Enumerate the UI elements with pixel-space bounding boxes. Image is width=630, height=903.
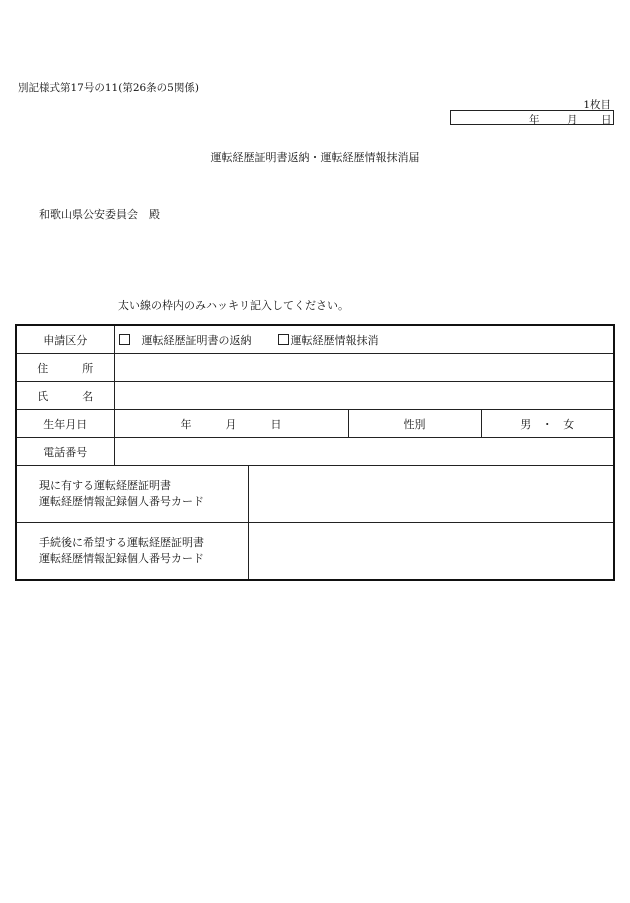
- request-type-options: [114, 325, 614, 354]
- birthdate-label: 生年月日: [16, 410, 114, 438]
- address-label: [16, 354, 114, 382]
- date-month-label: 月: [567, 114, 578, 126]
- checkbox-return-cert[interactable]: [119, 334, 130, 345]
- desired-cert-label-line1: 手続後に希望する運転経歴証明書: [39, 536, 204, 549]
- form-id: 別記様式第17号の11(第26条の5関係): [18, 82, 199, 94]
- option-delete-info-label: 運転経歴情報抹消: [290, 333, 379, 347]
- desired-cert-label: [16, 523, 248, 581]
- gender-label: 性別: [348, 410, 481, 438]
- gender-male[interactable]: 男: [520, 417, 532, 431]
- row-desired-cert: [16, 523, 614, 581]
- gender-field[interactable]: [481, 410, 614, 438]
- address-label-b: 所: [82, 361, 94, 375]
- name-label-b: 名: [82, 389, 94, 403]
- phone-field[interactable]: [114, 438, 614, 466]
- name-label: [16, 382, 114, 410]
- addressee: 和歌山県公安委員会 殿: [39, 208, 160, 221]
- document-title: 運転経歴証明書返納・運転経歴情報抹消届: [210, 151, 420, 164]
- birth-year-label: 年: [180, 417, 192, 431]
- current-cert-label-line2: 運転経歴情報記録個人番号カード: [39, 495, 204, 508]
- submission-date-box[interactable]: [450, 110, 614, 125]
- address-field[interactable]: [114, 354, 614, 382]
- date-day-label: 日: [601, 114, 612, 126]
- desired-cert-field[interactable]: [248, 523, 614, 581]
- option-return-cert-label: 運転経歴証明書の返納: [141, 333, 252, 347]
- name-field[interactable]: [114, 382, 614, 410]
- birth-month-label: 月: [225, 417, 237, 431]
- phone-label: 電話番号: [16, 438, 114, 466]
- row-birthdate: [16, 410, 614, 438]
- checkbox-delete-info[interactable]: [278, 334, 289, 345]
- address-label-a: 住: [37, 361, 49, 375]
- birth-day-label: 日: [270, 417, 282, 431]
- application-form-table: [15, 324, 615, 581]
- row-request-type: [16, 325, 614, 354]
- request-type-label: 申請区分: [16, 325, 114, 354]
- birthdate-field[interactable]: [114, 410, 348, 438]
- gender-female[interactable]: 女: [563, 417, 575, 431]
- date-year-label: 年: [529, 114, 540, 126]
- current-cert-field[interactable]: [248, 466, 614, 523]
- row-name: [16, 382, 614, 410]
- page-number: 1枚目: [583, 99, 611, 111]
- desired-cert-label-line2: 運転経歴情報記録個人番号カード: [39, 552, 204, 565]
- instruction-text: 太い線の枠内のみハッキリ記入してください。: [118, 299, 349, 312]
- current-cert-label-line1: 現に有する運転経歴証明書: [39, 479, 171, 492]
- name-label-a: 氏: [37, 389, 49, 403]
- gender-separator: ・: [541, 417, 553, 431]
- row-phone: [16, 438, 614, 466]
- current-cert-label: [16, 466, 248, 523]
- row-current-cert: [16, 466, 614, 523]
- row-address: [16, 354, 614, 382]
